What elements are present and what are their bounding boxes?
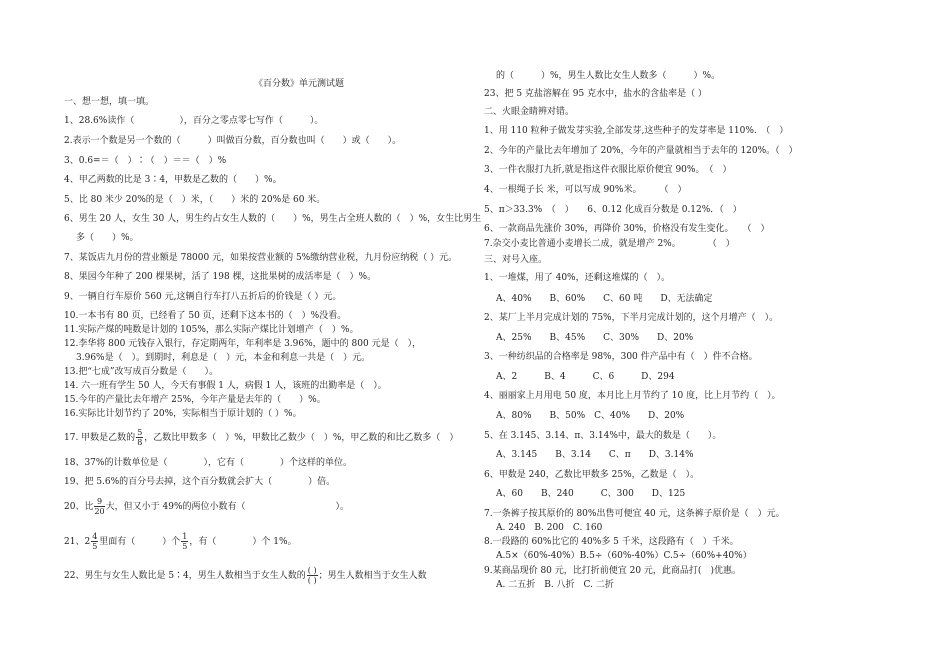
question-3: 3、0.6=＝（ ）∶（ ）＝＝（ ）% <box>64 156 227 166</box>
fraction-numerator: 4 <box>92 532 98 541</box>
question-22-continued: 的（ ）%，男生人数比女生人数多（ ）%。 <box>496 71 721 81</box>
question-4: 4、甲乙两数的比是 3∶4，甲数是乙数的（ ）%。 <box>64 175 282 185</box>
fraction-blank <box>307 566 318 585</box>
choice-1: 1、一堆煤，用了 40%，还剩这堆煤的（ ）。 <box>484 273 671 283</box>
choice-9: 9.某商品现价 80 元，比打折前便宜 20 元，此商品打( )优惠。 <box>484 566 741 576</box>
question-16: 16.实际比计划节约了 20%，实际相当于原计划的（ ）%。 <box>64 409 302 419</box>
fraction-four-fifths <box>91 532 98 551</box>
question-10: 10.一本书有 80 页，已经看了 50 页，还剩下这本书的（ ）%没看。 <box>64 311 347 321</box>
question-17-suffix: ，乙数比甲数多（ ）%，甲数比乙数少（ ）%，甲乙数的和比乙数多（ ） <box>144 433 459 443</box>
section-true-false-heading: 二、火眼金睛辨对错。 <box>484 107 575 117</box>
question-13: 13.把“七成”改写成百分数是（ ）。 <box>64 367 219 377</box>
question-21-suffix: ，有（ ）个 1%。 <box>189 537 297 547</box>
judge-2: 2、今年的产量比去年增加了 20%，今年的产量就相当于去年的 120%。（ ） <box>484 146 798 156</box>
fraction-five-eighths <box>136 428 143 447</box>
question-21-prefix: 21、2 <box>64 537 91 547</box>
fraction-numerator: ( ) <box>307 566 317 575</box>
question-17-prefix: 17. 甲数是乙数的 <box>64 433 136 443</box>
judge-5: 5、π＞33.3% （ ） 6、0.12 化成百分数是 0.12%．（ ） <box>484 205 742 215</box>
choice-1-options: A、40% B、60% C、60 吨 D、无法确定 <box>496 294 713 304</box>
fraction-numerator: 9 <box>94 497 104 507</box>
fraction-denominator: 5 <box>182 542 188 551</box>
choice-3: 3、一种纺织品的合格率是 98%，300 件产品中有（ ）件不合格。 <box>484 352 758 362</box>
question-17 <box>64 428 458 447</box>
question-22-suffix: ；男生人数相当于女生人数 <box>318 571 427 581</box>
fraction-nine-twentieths <box>94 497 104 516</box>
question-5: 5、比 80 米少 20%的是（ ）米，（ ）米的 20%是 60 米。 <box>64 195 326 205</box>
question-23: 23、把 5 克盐溶解在 95 克水中，盐水的含盐率是（ ） <box>484 89 707 99</box>
fraction-one-fifth <box>181 532 188 551</box>
page-title: 《百分数》单元测试题 <box>254 79 345 89</box>
question-11: 11.实际产煤的吨数是计划的 105%，那么实际产煤比计划增产（ ）%。 <box>64 325 359 335</box>
fraction-denominator: 20 <box>94 507 105 516</box>
question-18: 18、37%的计数单位是（ ），它有（ ）个这样的单位。 <box>64 458 352 468</box>
choice-7: 7.一条裤子按其原价的 80%出售可便宜 40 元，这条裤子原价是（ ）元。 <box>484 509 785 519</box>
question-9: 9、一辆自行车原价 560 元,这辆自行车打八五折后的价钱是（ ）元。 <box>64 292 342 302</box>
fraction-denominator: 5 <box>92 542 98 551</box>
choice-2-options: A、25% B、45% C、30% D、20% <box>496 333 694 343</box>
question-12-continued: 3.96%是（ ）。到期时，利息是（ ）元，本金和利息一共是（ ）元。 <box>76 353 371 363</box>
judge-3: 3、一件衣服打九折,就是指这件衣服比原价便宜 90%。 （ ） <box>484 165 732 175</box>
question-14: 14. 六一班有学生 50 人，今天有事假 1 人，病假 1 人，该班的出勤率是（ ）。 <box>64 381 387 391</box>
judge-6: 6、一款商品先涨价 30%，再降价 30%，价格没有发生变化。 （ ） <box>484 224 770 234</box>
choice-7-options: A. 240 B. 200 C. 160 <box>496 523 603 533</box>
section-fill-in-heading: 一、想一想，填一填。 <box>64 97 155 107</box>
question-6-continued: 多（ ）%。 <box>76 233 139 243</box>
fraction-denominator: 8 <box>137 438 143 447</box>
choice-8-options: A.5×（60%-40%）B.5÷（60%-40%）C.5÷（60%+40%） <box>496 551 752 561</box>
choice-5: 5、在 3.145、3.14、π、3.14%中，最大的数是（ ）。 <box>484 431 722 441</box>
choice-4-options: A、80% B、50% C、40% D、20% <box>496 411 685 421</box>
section-choice-heading: 三、对号入座。 <box>484 255 548 265</box>
question-8: 8、果园今年种了 200 棵果树，活了 198 棵，这批果树的成活率是（ ）%。 <box>64 272 377 282</box>
judge-4: 4、一根绳子长 米，可以写成 90%米。 （ ） <box>484 185 687 195</box>
question-20-prefix: 20、比 <box>64 502 94 512</box>
question-1: 1、28.6%读作（ ），百分之零点零七写作（ ）。 <box>64 116 324 126</box>
question-20 <box>64 497 349 516</box>
choice-6: 6、甲数是 240，乙数比甲数多 25%，乙数是（ ）。 <box>484 470 700 480</box>
question-12: 12.李华将 800 元钱存入银行，存定期两年，年利率是 3.96%，题中的 800 元是（ ）， <box>64 339 422 349</box>
question-19: 19、把 5.6%的百分号去掉，这个百分数就会扩大（ ）倍。 <box>64 477 336 487</box>
judge-7: 7.杂交小麦比普通小麦增长二成，就是增产 2%。 （ ） <box>484 239 735 249</box>
choice-6-options: A、60 B、240 C、300 D、125 <box>496 489 686 499</box>
choice-8: 8.一段路的 60%比它的 40%多 5 千米，这段路有（ ）千米。 <box>484 537 739 547</box>
question-20-suffix: 大，但又小于 49%的两位小数有（ ）。 <box>105 502 350 512</box>
question-2: 2.表示一个数是另一个数的（ ）叫做百分数，百分数也叫（ ）或（ ）。 <box>64 136 402 146</box>
choice-2: 2、某厂上半月完成计划的 75%，下半月完成计划的，这个月增产（ ）。 <box>484 313 779 323</box>
question-21-middle: 里面有（ ）个 <box>99 537 181 547</box>
fraction-denominator: ( ) <box>307 576 317 585</box>
judge-1: 1、用 110 粒种子做发芽实验,全部发芽,这些种子的发芽率是 110%. （ ） <box>484 126 789 136</box>
question-22 <box>64 566 427 585</box>
question-21 <box>64 532 297 551</box>
fraction-numerator: 5 <box>137 428 143 437</box>
question-22-prefix: 22、男生与女生人数比是 5∶4，男生人数相当于女生人数的 <box>64 571 306 581</box>
fraction-numerator: 1 <box>182 532 188 541</box>
question-7: 7、某饭店九月份的营业额是 78000 元，如果按营业额的 5%缴纳营业税，九月份应纳税（ ）元。 <box>64 253 458 263</box>
choice-9-options: A. 二五折 B. 八折 C. 二折 <box>496 580 614 590</box>
choice-3-options: A、2 B、4 C、6 D、294 <box>496 372 675 382</box>
question-15: 15.今年的产量比去年增产 25%，今年产量是去年的（ ）%。 <box>64 395 326 405</box>
question-6: 6、男生 20 人，女生 30 人，男生约占女生人数的（ ）%，男生占全班人数的（ ）%，女生比男生 <box>64 214 482 224</box>
choice-4: 4、丽丽家上月用电 50 度，本月比上月节约了 10 度，比上月节约（ ）。 <box>484 391 781 401</box>
choice-5-options: A、3.145 B、3.14 C、π D、3.14% <box>496 450 694 460</box>
